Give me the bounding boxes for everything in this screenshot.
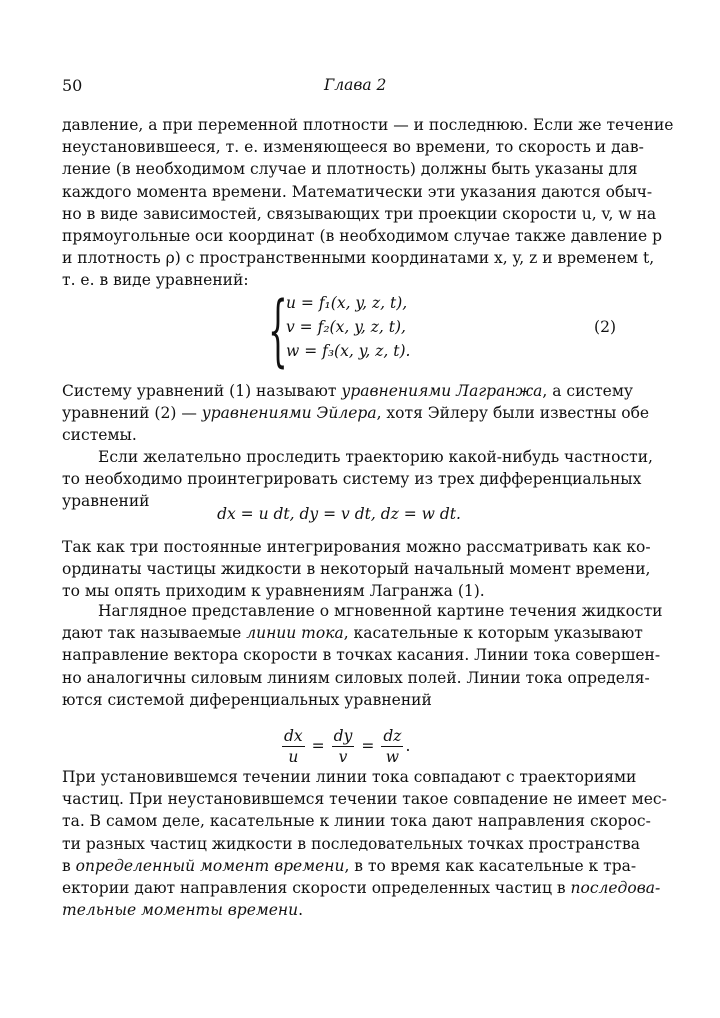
numerator: dz bbox=[383, 726, 402, 745]
text-line: ются системой диференциальных уравнений bbox=[62, 690, 432, 709]
term-lagrange-equations: уравнениями Лагранжа bbox=[341, 382, 543, 400]
text-line: уравнений bbox=[62, 492, 150, 511]
equals-sign: = bbox=[311, 737, 325, 755]
denominator: u bbox=[288, 747, 299, 766]
text-line bbox=[62, 380, 634, 402]
paragraph-5 bbox=[62, 600, 663, 711]
term-definite-moment: определенный момент времени bbox=[75, 856, 345, 875]
text-line: частиц. При неустановившемся течении такое совпадение не имеет мес- bbox=[62, 790, 667, 809]
numerator: dx bbox=[284, 726, 303, 745]
text-span: в bbox=[62, 856, 76, 875]
text-line: системы. bbox=[62, 426, 137, 445]
text-line bbox=[62, 877, 661, 899]
text-span: Систему уравнений (1) называют bbox=[62, 382, 342, 400]
text-line: ординаты частицы жидкости в некоторый начальный момент времени, bbox=[62, 560, 651, 579]
denominator: w bbox=[385, 747, 400, 766]
text-span: , касательные к которым указывают bbox=[343, 624, 643, 643]
text-span: , в то время как касательные к тра- bbox=[344, 856, 637, 875]
paragraph-6 bbox=[62, 766, 667, 921]
equation-line: w = f₃(x, y, z, t). bbox=[286, 342, 411, 360]
left-brace: { bbox=[268, 284, 288, 376]
equation-dx-dt: dx = u dt, dy = v dt, dz = w dt. bbox=[217, 505, 461, 523]
page-number: 50 bbox=[62, 76, 83, 95]
chapter-title: Глава 2 bbox=[324, 76, 387, 94]
text-line: направление вектора скорости в точках касания. Линии тока совершен- bbox=[62, 646, 661, 665]
term-successive-moments: тельные моменты времени bbox=[62, 901, 299, 920]
text-line bbox=[62, 402, 650, 424]
text-line: то мы опять приходим к уравнениям Лагранжа (1). bbox=[62, 582, 485, 601]
paragraph-3 bbox=[62, 446, 653, 513]
paragraph-2 bbox=[62, 380, 650, 447]
period: . bbox=[405, 737, 411, 755]
text-line: и плотность ρ) с пространственными координатами x, y, z и временем t, bbox=[62, 249, 655, 268]
equation-line: v = f₂(x, y, z, t), bbox=[286, 318, 406, 336]
text-line: прямоугольные оси координат (в необходимом случае также давление p bbox=[62, 227, 663, 246]
equals-sign: = bbox=[361, 737, 375, 755]
term-euler-equations: уравнениями Эйлера bbox=[201, 404, 377, 423]
equation-line: u = f₁(x, y, z, t), bbox=[286, 294, 408, 312]
text-line: то необходимо проинтегрировать систему из трех дифференциальных bbox=[62, 470, 642, 489]
text-line: но в виде зависимостей, связывающих три проекции скорости u, v, w на bbox=[62, 204, 657, 223]
text-span: . bbox=[298, 901, 304, 920]
fraction-dy-v bbox=[332, 726, 355, 767]
streamline-equation bbox=[280, 720, 410, 772]
text-span: ектории дают направления скорости определенных частиц в bbox=[62, 879, 571, 898]
paragraph-4 bbox=[62, 536, 651, 603]
text-line: та. В самом деле, касательные к линии тока дают направления скорос- bbox=[62, 812, 651, 831]
text-line: ти разных частиц жидкости в последовательных точках пространства bbox=[62, 834, 640, 853]
text-line bbox=[62, 855, 637, 877]
text-line: При установившемся течении линии тока совпадают с траекториями bbox=[62, 768, 637, 786]
text-line: т. е. в виде уравнений: bbox=[62, 271, 249, 290]
page-header bbox=[62, 76, 616, 98]
term-streamlines: линии тока bbox=[246, 624, 344, 643]
text-line: ление (в необходимом случае и плотность) должны быть указаны для bbox=[62, 160, 638, 179]
text-line: неустановившееся, т. е. изменяющееся во времени, то скорость и дав- bbox=[62, 138, 644, 157]
fraction-dx-u bbox=[282, 726, 305, 767]
text-span: дают так называемые bbox=[62, 624, 247, 643]
term-successive-part: последова- bbox=[570, 879, 661, 898]
text-line bbox=[62, 899, 616, 921]
fraction-dz-w bbox=[381, 726, 403, 767]
text-line: Так как три постоянные интегрирования можно рассматривать как ко- bbox=[62, 538, 651, 556]
text-line: давление, а при переменной плотности — и последнюю. Если же течение bbox=[62, 116, 674, 134]
denominator: v bbox=[338, 747, 348, 766]
text-span: , хотя Эйлеру были известны обе bbox=[376, 404, 650, 423]
text-line: но аналогичны силовым линиям силовых полей. Линии тока определя- bbox=[62, 668, 650, 687]
text-span: уравнений (2) — bbox=[62, 404, 202, 423]
text-line bbox=[62, 622, 643, 644]
text-span: , а систему bbox=[542, 382, 634, 400]
text-line: Наглядное представление о мгновенной картине течения жидкости bbox=[98, 602, 663, 620]
paragraph-1 bbox=[62, 114, 674, 292]
equation-system-2 bbox=[268, 284, 616, 376]
numerator: dy bbox=[333, 726, 353, 745]
text-line: Если желательно проследить траекторию какой-нибудь частности, bbox=[98, 448, 653, 466]
text-line: каждого момента времени. Математически эти указания даются обыч- bbox=[62, 182, 653, 201]
equation-number: (2) bbox=[594, 318, 616, 336]
